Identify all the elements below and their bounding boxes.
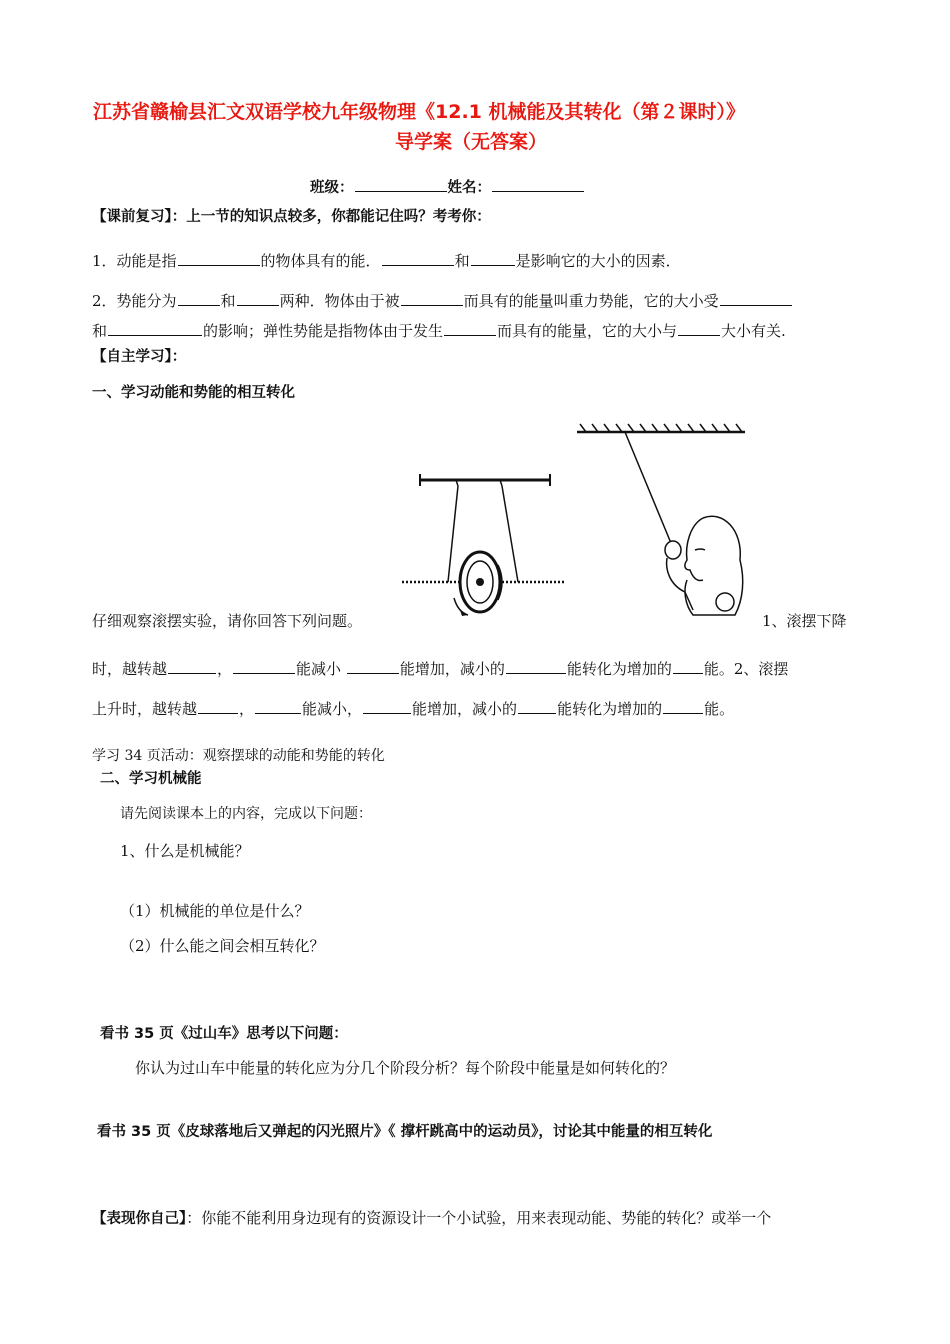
rollercoaster-heading: 看书 35 页《过山车》思考以下问题： <box>100 1026 348 1042</box>
review-heading: 【课前复习】：上一节的知识点较多，你都能记住吗？考考你： <box>92 209 491 225</box>
q1-text-e: ． <box>665 252 681 270</box>
ball-heading: 看书 35 页《皮球落地后又弹起的闪光照片》《 撑杆跳高中的运动员》，讨论其中能量的相互转化 <box>97 1124 713 1140</box>
l2-text-c: 能减小， <box>302 700 363 718</box>
q2-blank-3[interactable] <box>401 290 463 306</box>
q2-text-d: 而具有的能量叫重力势能，它的大小受 <box>463 292 719 310</box>
l2-text-e: 能转化为增加的 <box>557 700 663 718</box>
l1-text-d: 能增加，减小的 <box>399 660 505 678</box>
class-blank[interactable] <box>355 176 447 192</box>
review-q2-line1 <box>92 290 793 311</box>
q1-text-b: 的物体具有的能． <box>260 252 381 270</box>
l2-text-a: 上升时，越转越 <box>92 700 198 718</box>
q2-text-g: 而具有的能量，它的大小与 <box>497 322 678 340</box>
show-label: 【表现你自己】 <box>92 1211 187 1227</box>
q2-text-b: 和 <box>220 292 236 310</box>
q1-blank-2[interactable] <box>382 250 454 266</box>
q-convert: （2）什么能之间会相互转化？ <box>120 937 325 955</box>
l1-blank-2[interactable] <box>233 658 295 674</box>
l1-text-b: ， <box>217 660 233 678</box>
self-study-heading: 【自主学习】： <box>92 349 187 365</box>
q1-text-c: 和 <box>454 252 470 270</box>
l1-blank-5[interactable] <box>673 658 703 674</box>
show-text: ：你能不能利用身边现有的资源设计一个小试验，用来表现动能、势能的转化？或举一个 <box>186 1209 772 1227</box>
l2-blank-2[interactable] <box>255 698 301 714</box>
l2-blank-5[interactable] <box>663 698 703 714</box>
q2-text-h: 大小有关. <box>721 322 786 340</box>
class-label: 班级： <box>310 180 354 196</box>
l2-blank-4[interactable] <box>518 698 556 714</box>
l1-text-f: 能。2、滚摆 <box>703 660 789 678</box>
q2-blank-6[interactable] <box>444 320 496 336</box>
q2-text-f: 的影响；弹性势能是指物体由于发生 <box>203 322 444 340</box>
q-mechanical-energy: 1、什么是机械能？ <box>120 842 250 860</box>
doc-title-line2: 导学案（无答案） <box>395 131 548 153</box>
show-yourself-line <box>92 1207 771 1228</box>
q-unit: （1）机械能的单位是什么？ <box>120 902 310 920</box>
l1-text-e: 能转化为增加的 <box>566 660 672 678</box>
q2-blank-1[interactable] <box>178 290 220 306</box>
l2-text-b: ， <box>239 700 255 718</box>
maxwell-wheel-figure <box>400 470 570 620</box>
q-start-text: 1、滚摆下降 <box>762 612 847 630</box>
pendulum-q-line2 <box>92 698 734 719</box>
q2-text-a: 2．势能分为 <box>92 292 177 310</box>
l1-blank-1[interactable] <box>168 658 216 674</box>
q2-blank-4[interactable] <box>720 290 792 306</box>
l1-text-c: 能减小 <box>296 660 342 678</box>
l2-text-f: 能。 <box>704 700 735 718</box>
l2-blank-1[interactable] <box>198 698 238 714</box>
name-label: 姓名： <box>447 180 491 196</box>
name-blank[interactable] <box>492 176 584 192</box>
activity-text: 学习 34 页活动：观察摆球的动能和势能的转化 <box>92 748 385 764</box>
q2-text-c: 两种．物体由于被 <box>279 292 400 310</box>
q1-blank-3[interactable] <box>471 250 515 266</box>
section1-heading: 一、学习动能和势能的相互转化 <box>92 385 295 401</box>
q2-blank-7[interactable] <box>678 320 720 336</box>
l1-blank-4[interactable] <box>506 658 566 674</box>
q1-text-d: 是影响它的大小的因素 <box>515 252 666 270</box>
review-q1 <box>92 250 681 271</box>
pendulum-figure <box>575 420 750 620</box>
q1-blank-1[interactable] <box>178 250 260 266</box>
l1-blank-3[interactable] <box>347 658 399 674</box>
section2-heading: 二、学习机械能 <box>100 771 202 787</box>
observe-text: 仔细观察滚摆实验，请你回答下列问题。 <box>92 612 363 630</box>
rollercoaster-question: 你认为过山车中能量的转化应为分几个阶段分析？每个阶段中能量是如何转化的？ <box>135 1059 676 1077</box>
q1-text-a: 1．动能是指 <box>92 252 177 270</box>
doc-title-line1: 江苏省赣榆县汇文双语学校九年级物理《12.1 机械能及其转化（第２课时）》 <box>93 101 745 123</box>
l2-text-d: 能增加，减小的 <box>412 700 518 718</box>
class-name-line <box>310 176 585 197</box>
q2-blank-2[interactable] <box>237 290 279 306</box>
l2-blank-3[interactable] <box>363 698 411 714</box>
l1-text-a: 时，越转越 <box>92 660 168 678</box>
read-instruction: 请先阅读课本上的内容，完成以下问题： <box>120 806 372 822</box>
pendulum-q-line1 <box>92 658 788 679</box>
review-q2-line2 <box>92 320 786 341</box>
q2-text-e: 和 <box>92 322 108 340</box>
q2-blank-5[interactable] <box>108 320 202 336</box>
